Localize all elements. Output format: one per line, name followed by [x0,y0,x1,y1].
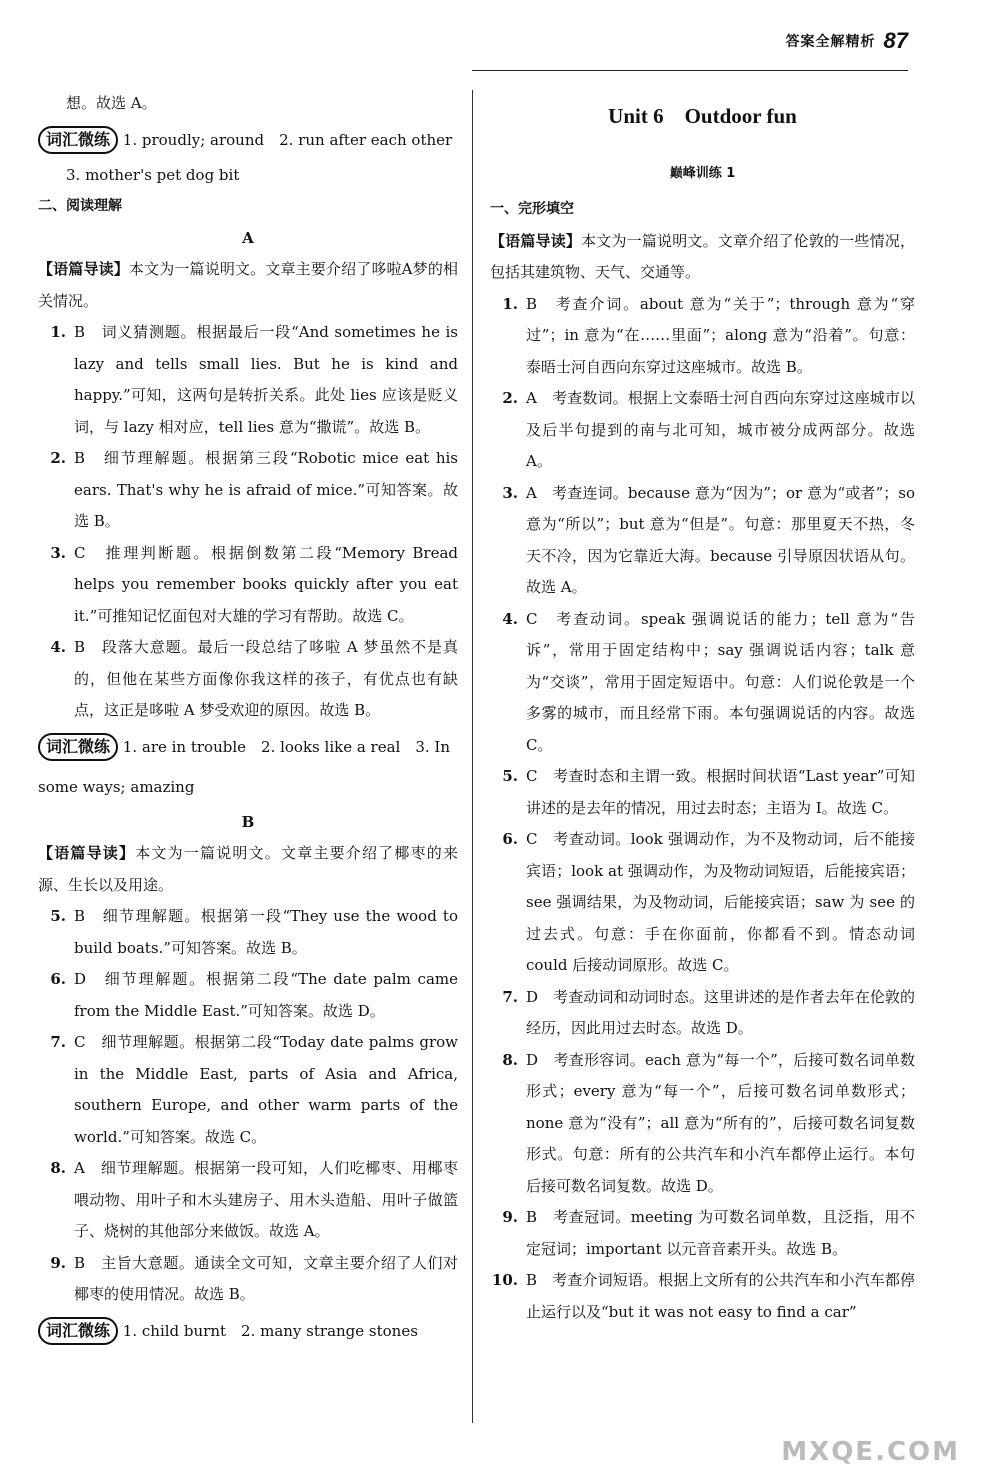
vocab-practice-2 [38,727,458,807]
item-text: B 词义猜测题。根据最后一段“And sometimes he is lazy and tells small lies. But he is kind and happy.”可知，这两句是转折关系。此处 lies 应该是贬义词，与 lazy 相对应，tell lies 意为“撒谎”。故选 B。 [74,323,458,436]
item-text: B 细节理解题。根据第三段“Robotic mice eat his ears. That's why he is afraid of mice.”可知答案。故选 B。 [74,449,458,530]
exercise-title: 巅峰训练 1 [669,166,736,181]
item-text: C 考查动词。look 强调动作，为不及物动词，后不能接宾语；look at 强调动作，为及物动词短语，后能接宾语；see 强调结果，为及物动词，后能接宾语；saw 为 see 的过去式。句意：手在你面前，你都看不到。情态动词 could 后接动词原形。故选 C。 [526,830,915,974]
item-text: D 考查形容词。each 意为“每一个”，后接可数名词单数形式；every 意为“每一个”，后接可数名词单数形式；none 意为“没有”；all 意为“所有的”，后接可数名词复数形式。句意：所有的公共汽车和小汽车都停止运行。本句后接可数名词复数。故选 D。 [526,1050,915,1195]
vocab-badge: 词汇微练 [38,1317,118,1345]
item-number: 3. [502,483,518,502]
guide-text: 本文为一篇说明文。文章主要介绍了椰枣的来源、生长以及用途。 [38,844,458,894]
item-text: B 段落大意题。最后一段总结了哆啦 A 梦虽然不是真的，但他在某些方面像你我这样的孩子，有优点也有缺点，这正是哆啦 A 梦受欢迎的原因。故选 B。 [74,638,458,719]
vocab-text: 1. are in trouble 2. looks like a real 3. In some ways; amazing [38,737,451,796]
item-number: 4. [502,609,518,628]
item-number: 9. [502,1208,518,1226]
item-text: C 细节理解题。根据第二段“Today date palms grow in the Middle East, parts of Asia and Africa, southern Europe, and other warm parts of the world.”可知答案。故选 C。 [74,1033,458,1146]
text-guide-b [38,838,458,901]
guide-tag: 【语篇导读】 [490,231,582,250]
item-number: 3. [50,543,66,562]
text-guide-a [38,254,458,317]
item-text: C 考查时态和主谓一致。根据时间状语“Last year”可知讲述的是去年的情况，用过去时态；主语为 I。故选 C。 [526,767,915,817]
continued-line: 想。故选 A。 [66,94,157,112]
page-number: 87 [883,28,908,53]
item-number: 9. [50,1253,66,1272]
vocab-badge: 词汇微练 [38,733,118,761]
item-number: 4. [50,638,66,656]
answer-item [490,604,915,762]
header-title: 答案全解精析 [785,34,876,50]
answer-item [38,1027,458,1153]
item-text: B 考查冠词。meeting 为可数名词单数，且泛指，用不定冠词；important 以元音音素开头。故选 B。 [526,1208,915,1258]
item-text: D 考查动词和动词时态。这里讲述的是作者去年在伦敦的经历，因此用过去时态。故选 D。 [526,987,915,1037]
left-column [38,88,458,1351]
column-divider [472,90,473,1423]
answer-item [490,1265,915,1328]
watermark: MXQE.COM [781,1437,960,1467]
item-number: 1. [50,323,66,341]
answer-item [490,478,915,604]
answer-item [490,824,915,982]
item-text: B 主旨大意题。通读全文可知，文章主要介绍了人们对椰枣的使用情况。故选 B。 [74,1253,458,1303]
item-text: C 推理判断题。根据倒数第二段“Memory Bread helps you remember books quickly after you eat it.”可推知记忆面包对大雄的学习有帮助。故选 C。 [74,543,458,625]
answer-item [38,1248,458,1311]
item-number: 5. [502,767,518,785]
item-text: A 细节理解题。根据第一段可知，人们吃椰枣、用椰枣喂动物、用叶子和木头建房子、用木头造船、用叶子做篮子、烧树的其他部分来做饭。故选 A。 [74,1159,458,1240]
answer-item [38,964,458,1027]
vocab-text: 1. proudly; around 2. run after each other [122,130,453,149]
answer-item [490,761,915,824]
item-text: A 考查连词。because 意为“因为”；or 意为“或者”；so 意为“所以”；but 意为“但是”。句意：那里夏天不热，冬天不冷，因为它靠近大海。because 引导原因状语从句。故选 A。 [526,483,915,596]
answer-item [490,1045,915,1203]
section-heading-reading: 二、阅读理解 [38,198,122,214]
answer-item [490,982,915,1045]
answer-item [38,1153,458,1248]
part-heading-b: B [241,812,255,831]
item-number: 6. [50,970,66,988]
item-number: 5. [50,907,66,925]
item-number: 10. [491,1271,518,1289]
vocab-text-cont: 3. mother's pet dog bit [66,165,240,184]
item-number: 6. [502,830,518,848]
vocab-badge: 词汇微练 [38,126,118,154]
part-heading-a: A [242,228,254,247]
text-guide [490,226,915,289]
guide-tag: 【语篇导读】 [38,844,136,862]
item-number: 1. [502,294,518,313]
guide-text: 本文为一篇说明文。文章主要介绍了哆啦A梦的相关情况。 [38,260,458,310]
answer-item [38,538,458,633]
answer-item [38,317,458,443]
answer-item [490,1202,915,1265]
answer-item [38,901,458,964]
answer-item [490,383,915,478]
item-number: 8. [50,1159,66,1177]
vocab-practice-1 [38,120,458,160]
item-text: B 细节理解题。根据第一段“They use the wood to build boats.”可知答案。故选 B。 [74,907,458,957]
item-text: A 考查数词。根据上文泰晤士河自西向东穿过这座城市以及后半句提到的南与北可知，城市被分成两部分。故选 A。 [526,389,915,470]
item-number: 8. [502,1050,518,1069]
vocab-practice-3 [38,1311,458,1351]
item-number: 2. [502,389,518,407]
item-text: D 细节理解题。根据第二段“The date palm came from the Middle East.”可知答案。故选 D。 [74,970,458,1020]
item-text: C 考查动词。speak 强调说话的能力；tell 意为“告诉”，常用于固定结构中；say 强调说话内容；talk 意为“交谈”，常用于固定短语中。句意：人们说伦敦是一个多雾的城市，而且经常下雨。本句强调说话的内容。故选 C。 [526,609,915,754]
item-number: 2. [50,449,66,467]
guide-tag: 【语篇导读】 [38,260,129,278]
unit-title: Unit 6 Outdoor fun [608,104,797,128]
section-heading-cloze: 一、完形填空 [490,201,574,217]
item-number: 7. [502,987,518,1006]
guide-text: 本文为一篇说明文。文章介绍了伦敦的一些情况，包括其建筑物、天气、交通等。 [490,231,915,281]
header-rule [472,70,908,71]
vocab-text: 1. child burnt 2. many strange stones [122,1321,418,1340]
answer-item [490,289,915,384]
item-number: 7. [50,1033,66,1051]
page-header [786,28,908,54]
right-column [490,88,915,1328]
answer-item [38,632,458,727]
answer-item [38,443,458,538]
item-text: B 考查介词。about 意为“关于”；through 意为“穿过”；in 意为“在……里面”；along 意为“沿着”。句意：泰晤士河自西向东穿过这座城市。故选 B。 [526,294,915,376]
item-text: B 考查介词短语。根据上文所有的公共汽车和小汽车都停止运行以及“but it was not easy to find a car” [526,1271,915,1321]
